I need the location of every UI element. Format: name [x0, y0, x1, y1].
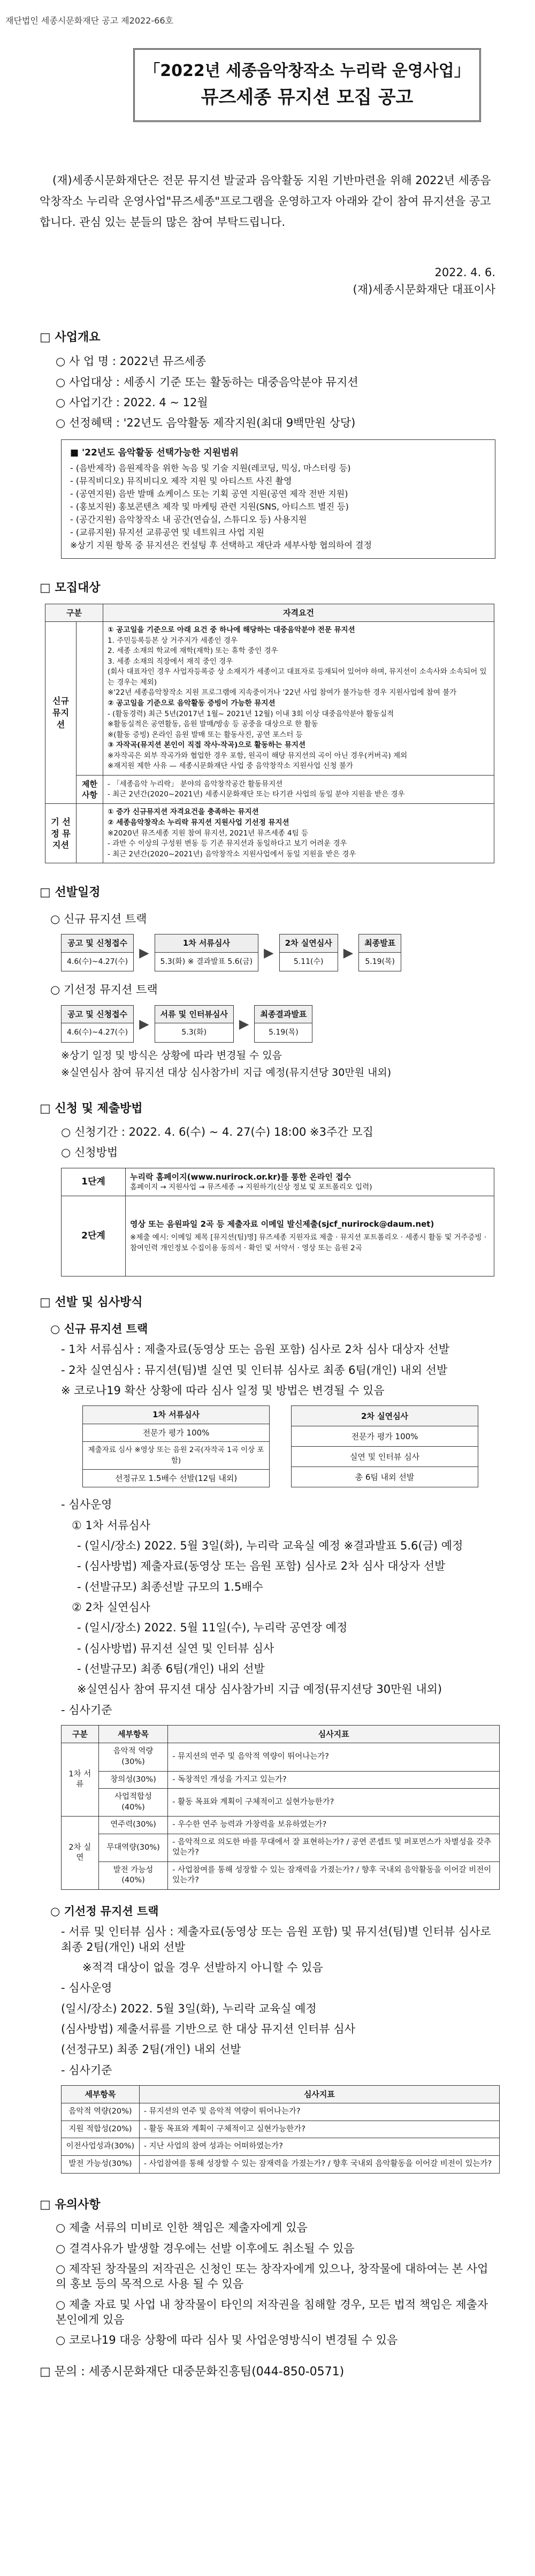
- eval-desc: - 사업참여를 통해 성장할 수 있는 잠재력을 가졌는가? / 향후 국내외 음악활동을 이어갈 비전이 있는가?: [139, 2156, 499, 2174]
- op-line: - (일시/장소) 2022. 5월 11일(수), 누리락 공연장 예정: [77, 1621, 348, 1635]
- table-row: [62, 1861, 500, 1889]
- req-line: 2. 세종 소재의 학교에 재학(재학) 또는 휴학 중인 경우: [108, 647, 278, 656]
- op-line: - (선발규모) 최종 6팀(개인) 내외 선발: [77, 1662, 265, 1676]
- step-date: 4.6(수)~4.27(수): [61, 1023, 134, 1043]
- category-new: 신규 뮤지션: [45, 622, 77, 804]
- op-line: - (선발규모) 최종선발 규모의 1.5배수: [77, 1580, 263, 1593]
- op-title: - 심사운영: [61, 1498, 112, 1511]
- box-header: 2차 실연심사: [292, 1406, 478, 1426]
- step-header: 1차 서류심사: [155, 934, 259, 952]
- select-line: - 2차 실연심사 : 뮤지션(팀)별 실연 및 인터뷰 심사로 최종 6팀(개인) 내외 선발: [61, 1363, 448, 1377]
- box-row: 실연 및 인터뷰 심사: [292, 1447, 478, 1467]
- req-line: ③ 자작곡(뮤지션 본인이 직접 작사·작곡)으로 활동하는 뮤지션: [108, 741, 306, 750]
- contact-line: □ 문의 : 세종시문화재단 대중문화진흥팀(044-850-0571): [40, 2365, 345, 2379]
- step-1-sub: 홈페이지 → 지원사업 → 뮤즈세종 → 지원하기(신상 정보 및 포트폴리오 입력): [130, 1182, 372, 1191]
- support-line: - (공연지원) 음반 발매 쇼케이스 또는 기획 공연 지원(공연 제작 전반 지원): [70, 489, 348, 499]
- step-2-sub: ※제출 예시: 이메일 제목 [뮤지션(팀)명] 뮤즈세종 지원자료 제출 · 뮤지션 포트폴리오 · 세종시 활동 및 거주증빙 · 참여인력 개인정보 수집이용 동의서 · 확인 및 서약서 · 영상 또는 음원 2곡: [130, 1233, 487, 1253]
- eval-table-new: [61, 1725, 500, 1890]
- op-line: - (일시/장소) 2022. 5월 3일(화), 누리락 교육실 예정 ※결과발표 5.6(금) 예정: [77, 1539, 463, 1553]
- limit-line: - 최근 2년간(2020~2021년) 세종시문화재단 또는 타기관 사업의 동일 분야 지원을 받은 경우: [108, 790, 405, 799]
- support-line: - (공간지원) 음악창작소 내 공간(연습실, 스튜디오 등) 사용지원: [70, 514, 307, 525]
- sub-requirements: [77, 622, 103, 776]
- step-header: 최종결과발표: [254, 1005, 312, 1023]
- step-date: 5.3(화) ※ 결과발표 5.6(금): [155, 953, 259, 972]
- schedule-note: ※상기 일정 및 방식은 상황에 따라 변경될 수 있음: [61, 1049, 282, 1061]
- table-row: [62, 1771, 500, 1789]
- existing-requirements: [103, 804, 494, 863]
- req-line: - 최근 2년간(2020~2021년) 음악창작소 지원사업에서 동일 지원을 받은 경우: [108, 849, 356, 858]
- select-old-line: ※적격 대상이 없을 경우 선발하지 아니할 수 있음: [82, 1961, 323, 1974]
- section-notice-title: □ 유의사항: [40, 2198, 101, 2212]
- req-line: ② 공고일을 기준으로 음악활동 증빙이 가능한 뮤지션: [108, 699, 276, 708]
- box-header: 1차 서류심사: [83, 1406, 270, 1424]
- step-date: 5.19(목): [254, 1023, 312, 1043]
- title-box: [133, 48, 481, 122]
- review-box-2: [291, 1405, 478, 1487]
- old-track-title: ○ 기선정 뮤지션 트랙: [50, 983, 158, 997]
- table-row: [62, 2156, 500, 2174]
- category-existing: 기 선정 뮤지션: [45, 804, 77, 863]
- table-header: 자격요건: [103, 604, 494, 621]
- box-sub: 전문가 평가 100%: [83, 1424, 270, 1441]
- eval-desc: - 음악적으로 의도한 바를 무대에서 잘 표현하는가? / 공연 콘셉트 및 퍼포먼스가 차별성을 갖추었는가?: [168, 1834, 500, 1861]
- new-track-flow: [61, 934, 495, 971]
- eval-item: 연주력(30%): [98, 1817, 168, 1834]
- limit-label: 제한사항: [77, 775, 103, 804]
- notice-line: ○ 코로나19 대응 상황에 따라 심사 및 사업운영방식이 변경될 수 있음: [56, 2334, 398, 2347]
- op-line: - (심사방법) 제출자료(동영상 또는 음원 포함) 심사로 2차 심사 대상자 선발: [77, 1560, 446, 1573]
- support-note: ※상기 지원 항목 중 뮤지션은 컨설팅 후 선택하고 재단과 세부사항 협의하여 결정: [70, 540, 372, 551]
- eval-desc: - 활동 목표와 계획이 구체적이고 실현가능한가?: [139, 2121, 499, 2138]
- req-line: ② 세종음악창작소 누리락 뮤지션 지원사업 기선정 뮤지션: [108, 818, 289, 827]
- table-header: 심사지표: [139, 2086, 499, 2103]
- req-line: ① 증가 신규뮤지션 자격요건을 충족하는 뮤지션: [108, 808, 259, 817]
- op-line: - (심사방법) 뮤지션 실연 및 인터뷰 심사: [77, 1642, 274, 1655]
- overview-item: ○ 선정혜택 : '22년도 음악활동 제작지원(최대 9백만원 상당): [56, 416, 356, 430]
- step-header: 공고 및 신청접수: [61, 934, 134, 952]
- req-line: ※재지원 제한 사유 — 세종시문화재단 사업 중 음악창작소 지원사업 신청 불가: [108, 762, 353, 771]
- limit-line: - 「세종음악 누리락」 분야의 음악창작공간 활동뮤지션: [108, 779, 283, 788]
- eval-desc: - 뮤지션의 연주 및 음악적 역량이 뛰어나는가?: [139, 2103, 499, 2121]
- requirements-table: [45, 604, 494, 863]
- table-row: [62, 2103, 500, 2121]
- step-header: 서류 및 인터뷰심사: [155, 1005, 234, 1023]
- overview-item: ○ 사 업 명 : 2022년 뮤즈세종: [56, 355, 207, 368]
- schedule-note: ※실연심사 참여 뮤지션 대상 심사참가비 지급 예정(뮤지션당 30만원 내외): [61, 1066, 392, 1078]
- req-line: ※'22년 세종음악창작소 지원 프로그램에 지속중이거나 '22년 사업 참여가 불가능한 경우 지원사업에 참여 불가: [108, 688, 457, 697]
- notice-list: [40, 2220, 495, 2347]
- box-row: 제출자료 심사 ※영상 또는 음원 2곡(자작곡 1곡 이상 포함): [83, 1441, 270, 1469]
- section-apply-title: □ 신청 및 제출방법: [40, 1102, 143, 1116]
- step-date: 4.6(수)~4.27(수): [61, 953, 134, 972]
- organization: (재)세종시문화재단 대표이사: [353, 283, 495, 297]
- select-old-line: (일시/장소) 2022. 5월 3일(화), 누리락 교육실 예정: [61, 2002, 317, 2015]
- section-recruit-title: □ 모집대상: [40, 581, 101, 595]
- eval-desc: - 우수한 연주 능력과 가창력을 보유하였는가?: [168, 1817, 500, 1834]
- select-new-title: ○ 신규 뮤지션 트랙: [50, 1323, 148, 1336]
- select-old-line: - 심사운영: [61, 1981, 112, 1995]
- table-header: 심사지표: [168, 1726, 500, 1743]
- req-line: - 과반 수 이상의 구성원 변동 등 기존 뮤지션과 동일하다고 보기 어려운 경우: [108, 839, 347, 848]
- eval-table-existing: [61, 2085, 500, 2174]
- arrow-icon: ▶: [264, 945, 274, 961]
- table-row: [62, 1834, 500, 1861]
- req-line: (회사 대표자인 경우 사업자등록증 상 소재지가 세종이고 대표자로 등재되어 있어야 하며, 뮤지션이 소속사와 소속되어 있는 경우는 제외): [108, 667, 487, 687]
- box-sub: 전문가 평가 100%: [292, 1426, 478, 1447]
- intro-paragraph: (재)세종시문화재단은 전문 뮤지션 발굴과 음악활동 지원 기반마련을 위해 2022년 세종음악창작소 누리락 운영사업"뮤즈세종"프로그램을 운영하고자 아래와 같이 참여 뮤지션을 공고합니다. 관심 있는 분들의 많은 참여 부탁드립니다.: [40, 174, 491, 229]
- arrow-icon: ▶: [139, 1016, 149, 1031]
- table-row: [62, 1743, 500, 1771]
- eval-item: 음악적 역량(30%): [98, 1743, 168, 1771]
- req-line: ※2020년 뮤즈세종 지원 참여 뮤지션, 2021년 뮤즈세종 4팀 등: [108, 829, 309, 838]
- step-1-label: 1단계: [62, 1168, 126, 1196]
- table-row: [62, 1789, 500, 1817]
- flow-step: [155, 934, 259, 971]
- flow-step: [61, 1005, 134, 1043]
- review-box-1: [82, 1405, 270, 1487]
- notice-line: ○ 제출 서류의 미비로 인한 책임은 제출자에게 있음: [56, 2221, 308, 2235]
- eval-item: 지원 적합성(20%): [62, 2121, 140, 2138]
- flow-step: [155, 1005, 234, 1043]
- support-scope-box: [61, 439, 495, 559]
- select-old-line: (심사방법) 제출서류를 기반으로 한 대상 뮤지션 인터뷰 심사: [61, 2023, 355, 2036]
- notice-line: ○ 제출 자료 및 사업 내 창작물이 타인의 저작권을 침해할 경우, 모든 법적 책임은 제출자 본인에게 있음: [56, 2298, 488, 2327]
- apply-method-title: ○ 신청방법: [61, 1146, 118, 1159]
- select-old-line: (선정규모) 최종 2팀(개인) 내외 선발: [61, 2043, 241, 2056]
- eval-desc: - 뮤지션의 연주 및 음악적 역량이 뛰어나는가?: [168, 1743, 500, 1771]
- section-overview-title: □ 사업개요: [40, 330, 101, 344]
- step-2-label: 2단계: [62, 1196, 126, 1276]
- eval-group: 1차 서류: [62, 1743, 99, 1817]
- new-track-title: ○ 신규 뮤지션 트랙: [50, 912, 147, 925]
- table-header: 세부항목: [62, 2086, 140, 2103]
- eval-item: 창의성(30%): [98, 1771, 168, 1789]
- title-line-2: 뮤즈세종 뮤지션 모집 공고: [201, 86, 414, 108]
- eval-item: 사업적합성(40%): [98, 1789, 168, 1817]
- step-date: 5.11(수): [279, 953, 338, 972]
- eval-desc: - 활동 목표와 계획이 구체적이고 실현가능한가?: [168, 1789, 500, 1817]
- eval-desc: - 독창적인 개성을 가지고 있는가?: [168, 1771, 500, 1789]
- select-line: ※ 코로나19 확산 상황에 따라 심사 일정 및 방법은 변경될 수 있음: [61, 1384, 385, 1397]
- limit-lines: [103, 775, 494, 804]
- req-line: ※자작곡은 외부 작곡가와 협업한 경우 포함, 원곡이 해당 뮤지션의 곡이 아닌 경우(커버곡) 제외: [108, 751, 408, 760]
- req-line: - (활동경력) 최근 5년(2017년 1월~ 2021년 12월) 이내 3회 이상 대중음악분야 활동실적: [108, 709, 394, 718]
- date: 2022. 4. 6.: [434, 265, 495, 279]
- review-boxes: [82, 1405, 478, 1487]
- step-1-content: [126, 1168, 494, 1196]
- table-header: 세부항목: [98, 1726, 168, 1743]
- arrow-icon: ▶: [139, 945, 149, 961]
- flow-step: [61, 934, 134, 971]
- doc-number: 재단법인 세종시문화재단 공고 제2022-66호: [5, 16, 173, 26]
- eval-item: 발전 가능성(40%): [98, 1861, 168, 1889]
- op-line: ※실연심사 참여 뮤지션 대상 심사참가비 지급 예정(뮤지션당 30만원 내외): [77, 1683, 442, 1696]
- apply-period: ○ 신청기간 : 2022. 4. 6(수) ~ 4. 27(수) 18:00 ※3주간 모집: [61, 1125, 373, 1138]
- step-2-text: 영상 또는 음원파일 2곡 등 제출자료 이메일 발신제출(sjcf_nurirock@daum.net): [130, 1219, 434, 1229]
- box-row: 총 6팀 내외 선발: [292, 1467, 478, 1487]
- eval-group: 2차 실연: [62, 1817, 99, 1890]
- step-date: 5.3(화): [155, 1023, 234, 1043]
- req-line: ※(활동 증빙) 온라인 음원 발매 또는 활동사진, 공연 포스터 등: [108, 730, 303, 739]
- support-line: - (뮤직비디오) 뮤직비디오 제작 지원 및 아티스트 사진 촬영: [70, 476, 292, 487]
- eval-item: 이전사업성과(30%): [62, 2138, 140, 2156]
- step-date: 5.19(목): [358, 953, 401, 972]
- table-row: [62, 2121, 500, 2138]
- support-line: - (교류지원) 뮤지션 교류공연 및 네트워크 사업 지원: [70, 527, 264, 538]
- old-track-flow: [61, 1005, 495, 1043]
- eval-item: 음악적 역량(20%): [62, 2103, 140, 2121]
- overview-item: ○ 사업기간 : 2022. 4 ~ 12월: [56, 396, 208, 409]
- step-header: 공고 및 신청접수: [61, 1005, 134, 1023]
- notice-line: ○ 제작된 창작물의 저작권은 신청인 또는 창작자에게 있으나, 창작물에 대하여는 본 사업의 홍보 등의 목적으로 사용 될 수 있음: [56, 2262, 488, 2291]
- select-old-line: - 서류 및 인터뷰 심사 : 제출자료(동영상 또는 음원 포함) 및 뮤지션(팀)별 인터뷰 심사로 최종 2팀(개인) 내외 선발: [61, 1925, 491, 1954]
- step-header: 최종발표: [358, 934, 401, 952]
- req-line: ※활동실적은 공연활동, 음원 발매/방송 등 공중을 대상으로 한 활동: [108, 720, 318, 729]
- req-line: 3. 세종 소재의 직장에서 재직 중인 경우: [108, 657, 233, 666]
- req-line: 1. 주민등록등본 상 거주지가 세종인 경우: [108, 636, 238, 645]
- op-1-title: ① 1차 서류심사: [72, 1518, 150, 1532]
- title-line-1: 「2022년 세종음악창작소 누리락 운영사업」: [144, 62, 470, 80]
- step-1-text: 누리락 홈페이지(www.nurirock.or.kr)를 통한 온라인 접수: [130, 1172, 351, 1182]
- eval-desc: - 지난 사업의 참여 성과는 어떠하였는가?: [139, 2138, 499, 2156]
- req-line: ① 공고일을 기준으로 아래 요건 중 하나에 해당하는 대중음악분야 전문 뮤지션: [108, 626, 355, 635]
- flow-step: [254, 1005, 312, 1043]
- table-header: 구분: [45, 604, 103, 621]
- select-old-title: ○ 기선정 뮤지션 트랙: [50, 1905, 159, 1918]
- arrow-icon: ▶: [239, 1016, 249, 1031]
- section-schedule-title: □ 선발일정: [40, 886, 101, 900]
- support-scope-title: ■ '22년도 음악활동 선택가능한 지원범위: [70, 447, 239, 458]
- section-select-title: □ 선발 및 심사방식: [40, 1296, 143, 1310]
- step-2-content: [126, 1196, 494, 1276]
- eval-item: 발전 가능성(30%): [62, 2156, 140, 2174]
- select-line: - 1차 서류심사 : 제출자료(동영상 또는 음원 포함) 심사로 2차 심사 대상자 선발: [61, 1343, 450, 1356]
- criteria-title: - 심사기준: [61, 1703, 112, 1716]
- step-header: 2차 실연심사: [279, 934, 338, 952]
- box-row: 선정규모 1.5배수 선발(12팀 내외): [83, 1470, 270, 1487]
- eval-desc: - 사업참여를 통해 성장할 수 있는 잠재력을 가졌는가? / 향후 국내외 음악활동을 이어갈 비전이 있는가?: [168, 1861, 500, 1889]
- flow-step: [279, 934, 338, 971]
- apply-method-table: [61, 1168, 494, 1277]
- support-line: - (홍보지원) 홍보콘텐츠 제작 및 마케팅 관련 지원(SNS, 아티스트 별진 등): [70, 501, 349, 512]
- flow-step: [358, 934, 401, 971]
- support-line: - (음반제작) 음원제작을 위한 녹음 및 기술 지원(레코딩, 믹싱, 마스터링 등): [70, 463, 351, 474]
- eval-item: 무대역량(30%): [98, 1834, 168, 1861]
- notice-line: ○ 결격사유가 발생할 경우에는 선발 이후에도 취소될 수 있음: [56, 2241, 355, 2255]
- overview-item: ○ 사업대상 : 세종시 기준 또는 활동하는 대중음악분야 뮤지션: [56, 375, 358, 389]
- new-requirements: [103, 622, 494, 776]
- sub-existing: [77, 804, 103, 863]
- table-row: [62, 1817, 500, 1834]
- table-row: [62, 2138, 500, 2156]
- overview-list: [40, 354, 495, 430]
- table-header: 구분: [62, 1726, 99, 1743]
- op-2-title: ② 2차 실연심사: [72, 1601, 150, 1614]
- arrow-icon: ▶: [343, 945, 354, 961]
- select-old-line: - 심사기준: [61, 2063, 112, 2077]
